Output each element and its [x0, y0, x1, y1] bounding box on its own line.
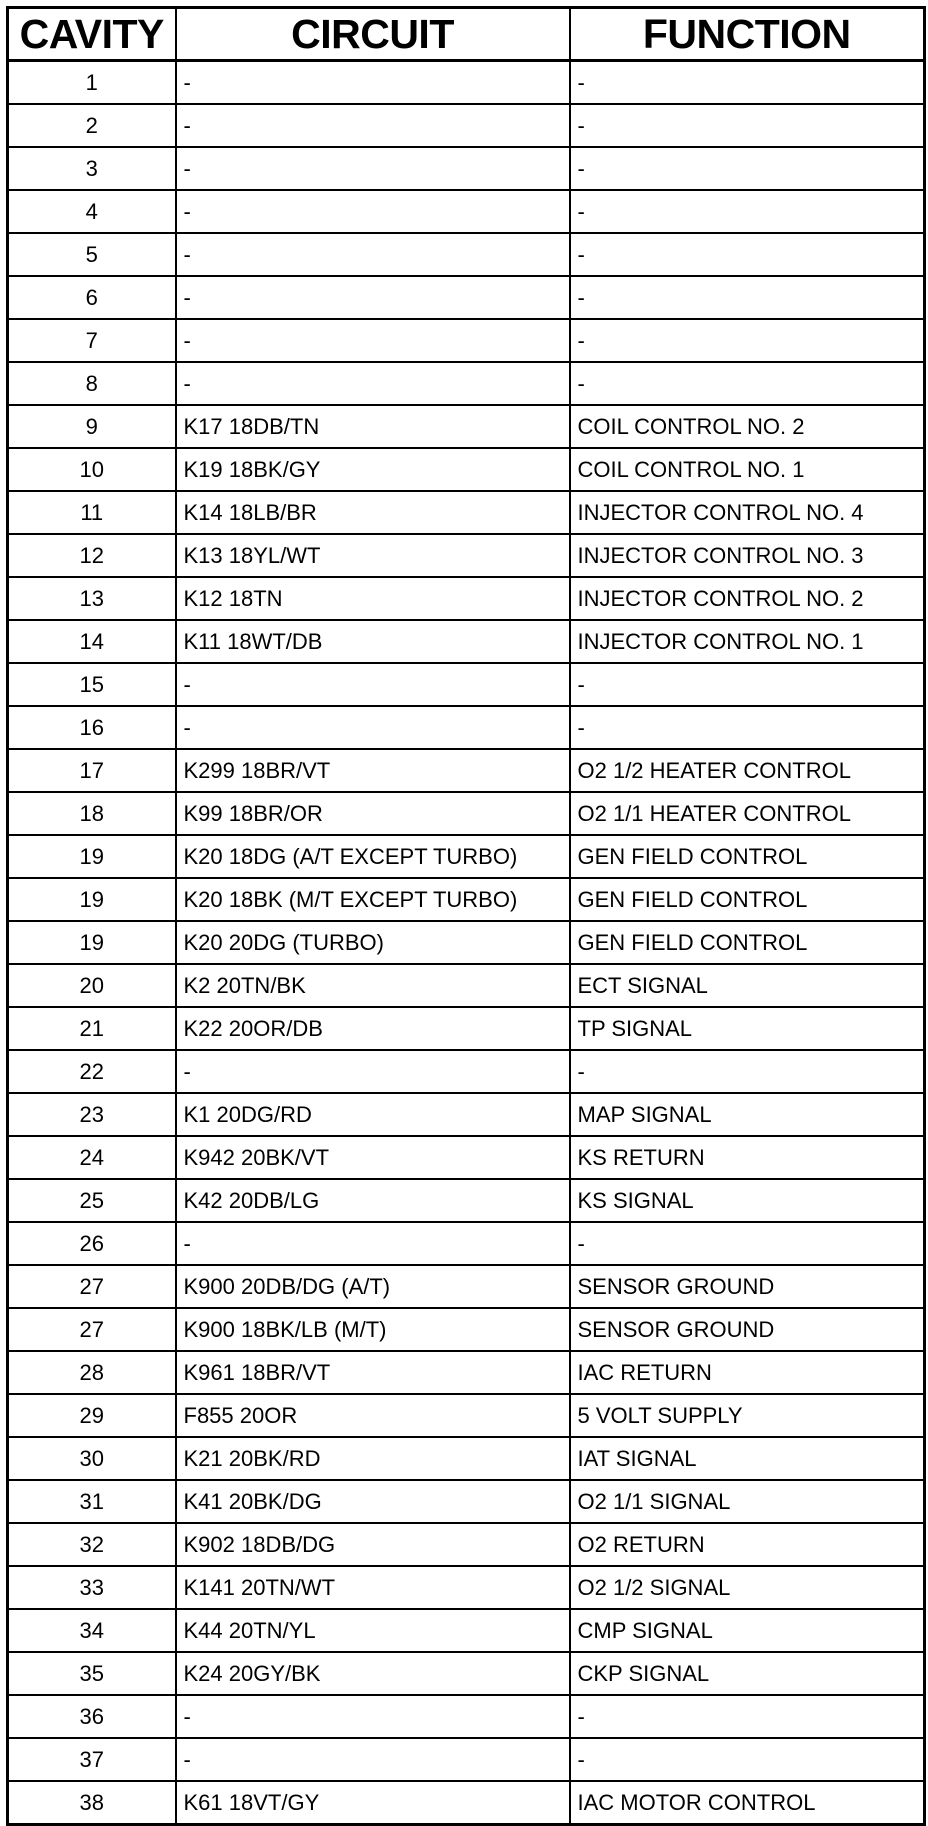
table-row [8, 792, 925, 835]
function-cell: IAT SIGNAL [570, 1437, 925, 1480]
cavity-cell: 22 [8, 1050, 176, 1093]
table-row [8, 749, 925, 792]
function-cell: ECT SIGNAL [570, 964, 925, 1007]
circuit-cell: K942 20BK/VT [176, 1136, 570, 1179]
circuit-cell: K900 20DB/DG (A/T) [176, 1265, 570, 1308]
function-cell: - [570, 362, 925, 405]
function-cell: - [570, 706, 925, 749]
circuit-cell: - [176, 1695, 570, 1738]
function-cell: - [570, 1050, 925, 1093]
table-row [8, 1652, 925, 1695]
header-row [8, 8, 925, 61]
table-row [8, 276, 925, 319]
circuit-cell: K13 18YL/WT [176, 534, 570, 577]
function-cell: - [570, 104, 925, 147]
cavity-cell: 33 [8, 1566, 176, 1609]
header-function: FUNCTION [570, 8, 925, 61]
circuit-cell: K19 18BK/GY [176, 448, 570, 491]
circuit-cell: - [176, 233, 570, 276]
circuit-cell: K21 20BK/RD [176, 1437, 570, 1480]
table-row [8, 1394, 925, 1437]
function-cell: - [570, 233, 925, 276]
table-row [8, 835, 925, 878]
circuit-cell: K1 20DG/RD [176, 1093, 570, 1136]
circuit-cell: - [176, 61, 570, 105]
cavity-cell: 29 [8, 1394, 176, 1437]
table-row [8, 1523, 925, 1566]
table-row [8, 104, 925, 147]
table-row [8, 190, 925, 233]
function-cell: IAC MOTOR CONTROL [570, 1781, 925, 1825]
table-row [8, 1437, 925, 1480]
table-row [8, 319, 925, 362]
circuit-cell: K12 18TN [176, 577, 570, 620]
cavity-cell: 34 [8, 1609, 176, 1652]
function-cell: IAC RETURN [570, 1351, 925, 1394]
cavity-cell: 12 [8, 534, 176, 577]
function-cell: GEN FIELD CONTROL [570, 921, 925, 964]
circuit-cell: K20 20DG (TURBO) [176, 921, 570, 964]
circuit-cell: K11 18WT/DB [176, 620, 570, 663]
cavity-cell: 27 [8, 1308, 176, 1351]
circuit-cell: - [176, 1738, 570, 1781]
function-cell: - [570, 61, 925, 105]
circuit-cell: K902 18DB/DG [176, 1523, 570, 1566]
cavity-cell: 17 [8, 749, 176, 792]
cavity-cell: 37 [8, 1738, 176, 1781]
circuit-cell: - [176, 663, 570, 706]
function-cell: COIL CONTROL NO. 2 [570, 405, 925, 448]
function-cell: O2 1/1 SIGNAL [570, 1480, 925, 1523]
function-cell: SENSOR GROUND [570, 1265, 925, 1308]
circuit-cell: K44 20TN/YL [176, 1609, 570, 1652]
function-cell: O2 1/2 HEATER CONTROL [570, 749, 925, 792]
circuit-cell: K2 20TN/BK [176, 964, 570, 1007]
circuit-cell: - [176, 104, 570, 147]
function-cell: COIL CONTROL NO. 1 [570, 448, 925, 491]
cavity-cell: 9 [8, 405, 176, 448]
cavity-cell: 31 [8, 1480, 176, 1523]
cavity-cell: 25 [8, 1179, 176, 1222]
function-cell: - [570, 276, 925, 319]
cavity-cell: 30 [8, 1437, 176, 1480]
table-row [8, 1609, 925, 1652]
cavity-cell: 13 [8, 577, 176, 620]
table-row [8, 706, 925, 749]
cavity-cell: 23 [8, 1093, 176, 1136]
circuit-cell: K20 18BK (M/T EXCEPT TURBO) [176, 878, 570, 921]
cavity-cell: 11 [8, 491, 176, 534]
cavity-cell: 18 [8, 792, 176, 835]
circuit-cell: - [176, 706, 570, 749]
table-row [8, 147, 925, 190]
cavity-cell: 20 [8, 964, 176, 1007]
table-row [8, 1222, 925, 1265]
table-row [8, 61, 925, 105]
table-row [8, 964, 925, 1007]
cavity-cell: 10 [8, 448, 176, 491]
cavity-cell: 28 [8, 1351, 176, 1394]
cavity-cell: 14 [8, 620, 176, 663]
table-row [8, 1136, 925, 1179]
function-cell: - [570, 663, 925, 706]
table-row [8, 921, 925, 964]
function-cell: CKP SIGNAL [570, 1652, 925, 1695]
cavity-cell: 2 [8, 104, 176, 147]
circuit-cell: - [176, 1222, 570, 1265]
table-body [8, 61, 925, 1825]
circuit-cell: K141 20TN/WT [176, 1566, 570, 1609]
function-cell: - [570, 1695, 925, 1738]
circuit-cell: - [176, 276, 570, 319]
table-row [8, 1007, 925, 1050]
circuit-cell: K14 18LB/BR [176, 491, 570, 534]
function-cell: 5 VOLT SUPPLY [570, 1394, 925, 1437]
cavity-cell: 3 [8, 147, 176, 190]
circuit-cell: F855 20OR [176, 1394, 570, 1437]
circuit-cell: K20 18DG (A/T EXCEPT TURBO) [176, 835, 570, 878]
cavity-cell: 26 [8, 1222, 176, 1265]
circuit-cell: - [176, 319, 570, 362]
function-cell: O2 1/2 SIGNAL [570, 1566, 925, 1609]
table-row [8, 1695, 925, 1738]
cavity-cell: 24 [8, 1136, 176, 1179]
cavity-cell: 1 [8, 61, 176, 105]
circuit-cell: K900 18BK/LB (M/T) [176, 1308, 570, 1351]
function-cell: KS SIGNAL [570, 1179, 925, 1222]
table-row [8, 534, 925, 577]
function-cell: O2 1/1 HEATER CONTROL [570, 792, 925, 835]
table-header [8, 8, 925, 61]
table-row [8, 577, 925, 620]
function-cell: INJECTOR CONTROL NO. 2 [570, 577, 925, 620]
table-row [8, 663, 925, 706]
circuit-cell: K42 20DB/LG [176, 1179, 570, 1222]
cavity-cell: 19 [8, 921, 176, 964]
circuit-cell: - [176, 147, 570, 190]
table-row [8, 1308, 925, 1351]
cavity-cell: 7 [8, 319, 176, 362]
circuit-cell: K299 18BR/VT [176, 749, 570, 792]
circuit-cell: K22 20OR/DB [176, 1007, 570, 1050]
table-row [8, 233, 925, 276]
function-cell: GEN FIELD CONTROL [570, 878, 925, 921]
function-cell: O2 RETURN [570, 1523, 925, 1566]
cavity-cell: 32 [8, 1523, 176, 1566]
function-cell: MAP SIGNAL [570, 1093, 925, 1136]
table-row [8, 1050, 925, 1093]
table-row [8, 448, 925, 491]
cavity-cell: 38 [8, 1781, 176, 1825]
table-row [8, 1179, 925, 1222]
circuit-cell: K17 18DB/TN [176, 405, 570, 448]
function-cell: INJECTOR CONTROL NO. 1 [570, 620, 925, 663]
function-cell: KS RETURN [570, 1136, 925, 1179]
table-row [8, 1781, 925, 1825]
function-cell: CMP SIGNAL [570, 1609, 925, 1652]
function-cell: GEN FIELD CONTROL [570, 835, 925, 878]
function-cell: - [570, 1738, 925, 1781]
cavity-cell: 15 [8, 663, 176, 706]
function-cell: INJECTOR CONTROL NO. 3 [570, 534, 925, 577]
table-row [8, 1351, 925, 1394]
table-row [8, 1480, 925, 1523]
cavity-cell: 35 [8, 1652, 176, 1695]
table-row [8, 1093, 925, 1136]
table-row [8, 405, 925, 448]
cavity-cell: 21 [8, 1007, 176, 1050]
table-row [8, 491, 925, 534]
circuit-cell: K24 20GY/BK [176, 1652, 570, 1695]
circuit-cell: K99 18BR/OR [176, 792, 570, 835]
circuit-cell: - [176, 362, 570, 405]
circuit-cell: - [176, 190, 570, 233]
cavity-cell: 16 [8, 706, 176, 749]
table-row [8, 1566, 925, 1609]
cavity-cell: 5 [8, 233, 176, 276]
cavity-cell: 19 [8, 878, 176, 921]
circuit-cell: K41 20BK/DG [176, 1480, 570, 1523]
circuit-cell: K61 18VT/GY [176, 1781, 570, 1825]
header-cavity: CAVITY [8, 8, 176, 61]
function-cell: SENSOR GROUND [570, 1308, 925, 1351]
cavity-cell: 27 [8, 1265, 176, 1308]
cavity-cell: 36 [8, 1695, 176, 1738]
circuit-cell: K961 18BR/VT [176, 1351, 570, 1394]
table-row [8, 620, 925, 663]
function-cell: INJECTOR CONTROL NO. 4 [570, 491, 925, 534]
function-cell: - [570, 1222, 925, 1265]
cavity-cell: 6 [8, 276, 176, 319]
function-cell: - [570, 190, 925, 233]
circuit-cell: - [176, 1050, 570, 1093]
table-row [8, 1738, 925, 1781]
function-cell: - [570, 147, 925, 190]
cavity-cell: 4 [8, 190, 176, 233]
table-row [8, 1265, 925, 1308]
header-circuit: CIRCUIT [176, 8, 570, 61]
function-cell: TP SIGNAL [570, 1007, 925, 1050]
cavity-cell: 8 [8, 362, 176, 405]
table-row [8, 878, 925, 921]
cavity-cell: 19 [8, 835, 176, 878]
table-row [8, 362, 925, 405]
connector-pinout-table [6, 6, 926, 1826]
function-cell: - [570, 319, 925, 362]
